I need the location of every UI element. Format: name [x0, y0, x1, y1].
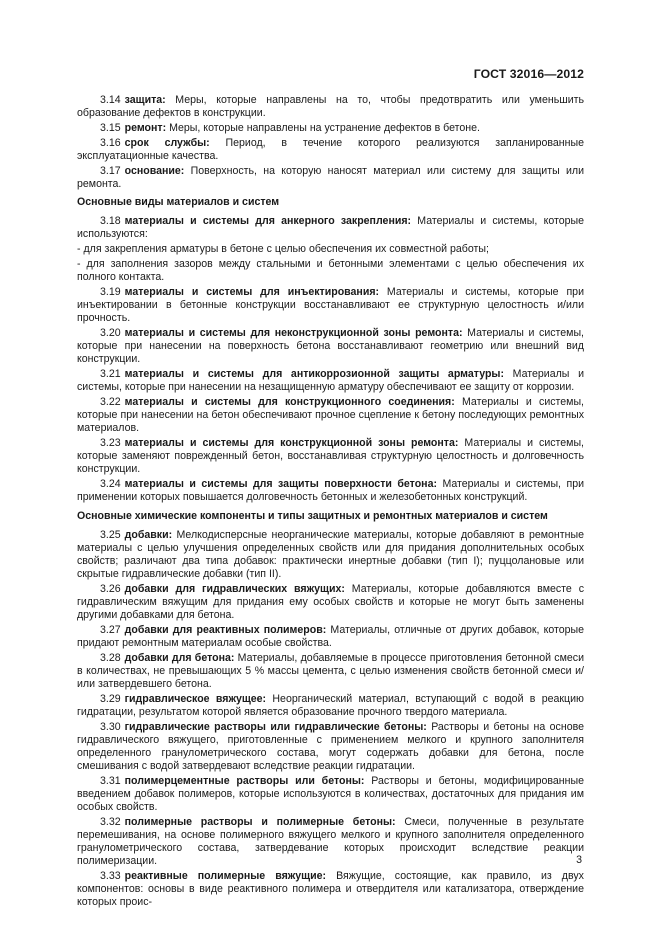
clause-number: 3.20: [100, 327, 121, 339]
clause-number: 3.15: [100, 122, 121, 134]
term-definition: [77, 816, 584, 868]
term-title: добавки для гидравлических вяжущих:: [124, 583, 345, 595]
clause-number: 3.19: [100, 286, 121, 298]
clause-number: 3.30: [100, 721, 121, 733]
term-title: материалы и системы для неконструкционной зоны ремонта:: [124, 327, 463, 339]
term-definition: [77, 327, 584, 366]
term-definition: [77, 94, 584, 120]
term-title: материалы и системы для антикоррозионной защиты арматуры:: [124, 368, 504, 380]
term-title: добавки:: [124, 529, 173, 541]
term-definition: [77, 775, 584, 814]
term-text: Материалы и системы, которые при нанесении на незащищенную арматуру обеспечивают ее защиту от коррозии.: [77, 368, 585, 393]
term-text: Меры, которые направлены на устранение дефектов в бетоне.: [166, 122, 480, 134]
clause-number: 3.21: [100, 368, 121, 380]
term-title: материалы и системы для анкерного закрепления:: [124, 215, 412, 227]
clause-number: 3.29: [100, 693, 121, 705]
term-title: полимерцементные растворы или бетоны:: [124, 775, 365, 787]
term-text: Материалы и системы, которые используются:: [77, 215, 585, 240]
term-definition: [77, 215, 584, 241]
term-title: материалы и системы для инъектирования:: [124, 286, 380, 298]
term-text: Материалы и системы, которые при инъектировании в бетонные конструкции восстанавливают ее структурную целостность и/или прочность.: [77, 286, 584, 324]
term-text: Период, в течение которого реализуются запланированные эксплуатационные качества.: [77, 137, 584, 162]
clause-number: 3.17: [100, 165, 121, 177]
term-title: гидравлические растворы или гидравлические бетоны:: [124, 721, 427, 733]
term-title: добавки для реактивных полимеров:: [124, 624, 327, 636]
term-text: Смеси, полученные в результате перемешивания, на основе полимерного вяжущего мелкого и крупного заполнителя определенного гранулометрического состава, затвердевание которых происходит вследствие реакции полимеризации.: [77, 816, 584, 867]
term-text: Неорганический материал, вступающий с водой в реакцию гидратации, результатом которой является образование прочного твердого материала.: [77, 693, 584, 718]
list-item: - для закрепления арматуры в бетоне с целью обеспечения их совместной работы;: [77, 243, 489, 255]
term-title: гидравлическое вяжущее:: [124, 693, 267, 705]
term-title: добавки для бетона:: [124, 652, 235, 664]
term-title: материалы и системы для конструкционного соединения:: [124, 396, 455, 408]
clause-number: 3.16: [100, 137, 121, 149]
clause-number: 3.18: [100, 215, 121, 227]
term-text: Поверхность, на которую наносят материал или систему для защиты или ремонта.: [77, 165, 584, 190]
clause-number: 3.27: [100, 624, 121, 636]
clause-number: 3.23: [100, 437, 121, 449]
term-text: Меры, которые направлены на то, чтобы предотвратить или уменьшить образование дефектов в конструкции.: [77, 94, 584, 119]
term-text: Материалы и системы, которые при нанесении на поверхность бетона восстанавливают геометрию или внешний вид конструкции.: [77, 327, 584, 365]
term-title: защита:: [124, 94, 166, 106]
term-title: срок службы:: [124, 137, 210, 149]
term-definition: [77, 165, 584, 191]
term-text: Материалы и системы, которые заменяют поврежденный бетон, восстанавливая структурную целостность и долговечность конструкции.: [77, 437, 585, 475]
term-definition: [77, 286, 584, 325]
clause-number: 3.28: [100, 652, 121, 664]
clause-number: 3.14: [100, 94, 121, 106]
term-definition: [77, 870, 584, 909]
list-item: - для заполнения зазоров между стальными и бетонными элементами с целью обеспечения их полного контакта.: [77, 258, 584, 283]
clause-number: 3.31: [100, 775, 121, 787]
term-title: реактивные полимерные вяжущие:: [124, 870, 327, 882]
term-text: Мелкодисперсные неорганические материалы, которые добавляют в ремонтные материалы с целью улучшения определенных свойств или для придания дополнительных особых свойств; различают два типа добавок: практически инертные добавки (тип I); пуццолановые или скрытые гидравлические добавки (тип II).: [77, 529, 584, 580]
term-definition: [77, 396, 584, 435]
term-definition: [77, 437, 584, 476]
term-title: материалы и системы для конструкционной зоны ремонта:: [124, 437, 459, 449]
clause-number: 3.22: [100, 396, 121, 408]
term-text: Растворы и бетоны, модифицированные введением добавок полимеров, которые используются в количествах, достаточных для придания им особых свойств.: [77, 775, 584, 813]
term-definition: [77, 529, 584, 581]
clause-number: 3.25: [100, 529, 121, 541]
document-header: ГОСТ 32016—2012: [473, 67, 584, 81]
term-definition: [77, 122, 584, 135]
term-title: материалы и системы для защиты поверхности бетона:: [124, 478, 437, 490]
section-heading: Основные химические компоненты и типы защитных и ремонтных материалов и систем: [77, 510, 548, 522]
term-title: полимерные растворы и полимерные бетоны:: [124, 816, 396, 828]
term-title: ремонт:: [124, 122, 167, 134]
clause-number: 3.32: [100, 816, 121, 828]
clause-number: 3.33: [100, 870, 121, 882]
term-text: Материалы, добавляемые в процессе приготовления бетонной смеси в количествах, не превышающих 5 % массы цемента, с целью изменения свойств бетонной смеси и/или затвердевшего бетона.: [77, 652, 584, 690]
term-definition: [77, 478, 584, 504]
document-body: [77, 94, 584, 911]
clause-number: 3.26: [100, 583, 121, 595]
term-text: Растворы и бетоны на основе гидравлического вяжущего, приготовленные с применением мелкого и крупного заполнителя определенного гранулометрического состава, могут содержать добавки для бетона, после смешивания с водой затвердевают вследствие реакции гидратации.: [77, 721, 584, 772]
term-definition: [77, 721, 584, 773]
term-text: Вяжущие, состоящие, как правило, из двух компонентов: основы в виде реактивного полимера и отвердителя или катализатора, отверждение которых проис-: [77, 870, 584, 908]
term-definition: [77, 624, 584, 650]
term-text: Материалы, отличные от других добавок, которые придают ремонтным материалам особые свойства.: [77, 624, 585, 649]
page-number: 3: [576, 854, 582, 866]
term-definition: [77, 583, 584, 622]
term-definition: [77, 137, 584, 163]
term-text: Материалы, которые добавляются вместе с гидравлическим вяжущим для придания ему особых свойств и которые не могут быть заменены другими добавками для бетона.: [77, 583, 584, 621]
term-definition: [77, 368, 584, 394]
term-text: Материалы и системы, которые при нанесении на бетон обеспечивают прочное сцепление к бетону последующих ремонтных материалов.: [77, 396, 585, 434]
term-text: Материалы и системы, при применении которых повышается долговечность бетонных и железобетонных конструкций.: [77, 478, 584, 503]
section-heading: Основные виды материалов и систем: [77, 196, 280, 208]
term-title: основание:: [124, 165, 185, 177]
clause-number: 3.24: [100, 478, 121, 490]
term-definition: [77, 693, 584, 719]
term-definition: [77, 652, 584, 691]
